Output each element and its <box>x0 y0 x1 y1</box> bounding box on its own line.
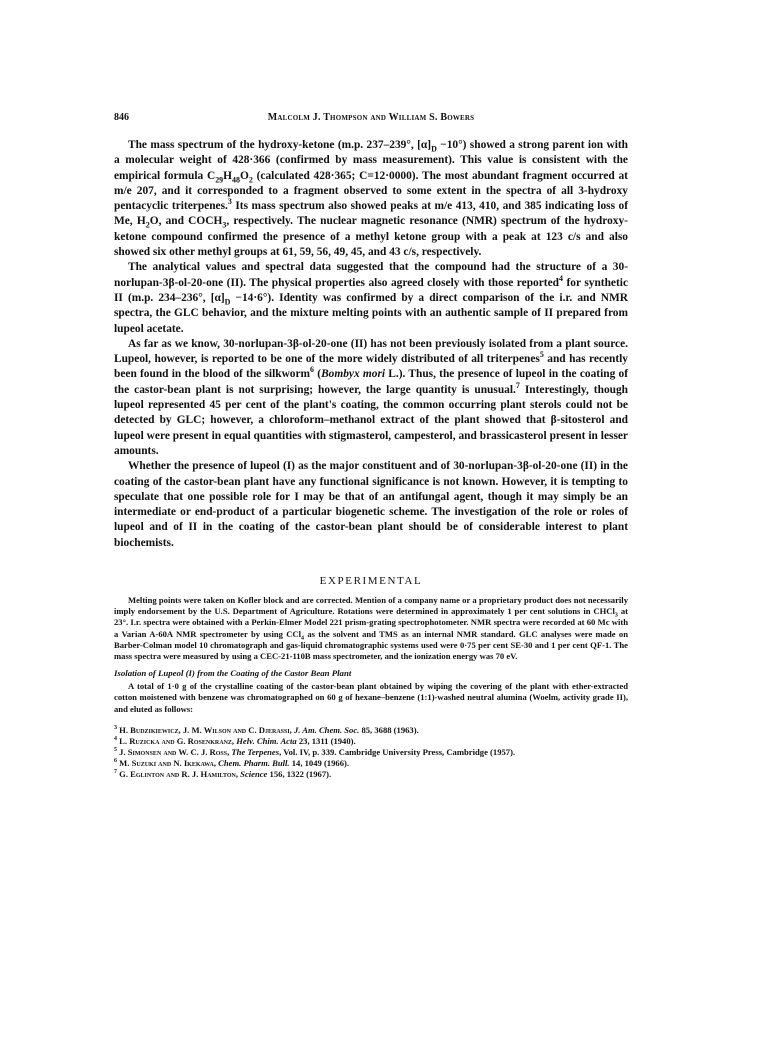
paragraph-isolation: A total of 1·0 g of the crystalline coating of the castor-bean plant obtained by wiping the covering of the plant with ether-extracted cotton moistened with benzene was chromatographed on 60 g of hexane–benzene (1:1)-washed neutral alumina (Woelm, activity grade II), and eluted as follows: <box>114 681 628 714</box>
experimental-methods <box>114 595 628 662</box>
section-heading-experimental: EXPERIMENTAL <box>319 575 423 588</box>
main-text <box>114 138 628 551</box>
subsection-heading-isolation: Isolation of Lupeol (I) from the Coating of the Castor Bean Plant <box>114 668 352 679</box>
reference-4: $^4$ L. Ruzicka and G. Rosenkranz, Helv. Chim. Acta 23, 1311 (1940). <box>114 735 356 746</box>
reference-7: $^7$ G. Eglinton and R. J. Hamilton, Science 156, 1322 (1967). <box>114 768 332 779</box>
footnote-references <box>114 725 628 780</box>
isolation-text <box>114 681 628 715</box>
running-head-authors: Malcolm J. Thompson and William S. Bowers <box>267 112 475 123</box>
paragraph-significance: Whether the presence of lupeol (I) as the major constituent and of 30-norlupan-3β-ol-20-one (II) in the coating of the castor-bean plant have any functional significance is not known. However, it is tempting to speculate that one possible role for I may be that of an antifungal agent, though it may simply be an intermediate or end-product of a particular biogenetic scheme. The investigation of the role or roles of lupeol and of II in the coating of the castor-bean plant should be of considerable interest to plant biochemists. <box>114 460 628 549</box>
reference-3: $^3$ H. Budzikiewicz, J. M. Wilson and C. Djerassi, J. Am. Chem. Soc. 85, 3688 (1963). <box>114 724 419 735</box>
running-header <box>114 112 628 130</box>
paragraph-mass-spectrum: The mass spectrum of the hydroxy-ketone (m.p. 237–239°, $[\alpha]_D -10^\circ$) showed a strong parent ion with a molecular weight of 428·366 (confirmed by mass measurement). This value is consistent with the empirical formula $C_{29}H_{48}O_2$ (calculated 428·365; C=12·0000). The most abundant fragment occurred at m/e 207, and it corresponded to a fragment observed to some extent in the spectra of all 3-hydroxy pentacyclic triterpenes.$^3$ Its mass spectrum also showed peaks at m/e 413, 410, and 385 indicating loss of Me, $H_2O$, and $COCH_3$, respectively. The nuclear magnetic resonance (NMR) spectrum of the hydroxy-ketone compound confirmed the presence of a methyl ketone group with a peak at 123 c/s and also showed six other methyl groups at 61, 59, 56, 49, 45, and 43 c/s, respectively. <box>114 139 628 259</box>
paragraph-plant-source: As far as we know, 30-norlupan-3β-ol-20-one (II) has not been previously isolated from a plant source. Lupeol, however, is reported to be one of the more widely distributed of all triterpenes$^5$ and has recently been found in the blood of the silkworm$^6$ (Bombyx mori L.). Thus, the presence of lupeol in the coating of the castor-bean plant is not surprising; however, the large quantity is unusual.$^7$ Interestingly, though lupeol represented 45 per cent of the plant's coating, the common occurring plant sterols could not be detected by GLC; however, a chloroform–methanol extract of the plant showed that β-sitosterol and lupeol were present in equal quantities with stigmasterol, campesterol, and brassicasterol present in lesser amounts. <box>114 337 629 457</box>
reference-6: $^6$ M. Suzuki and N. Ikekawa, Chem. Pharm. Bull. 14, 1049 (1966). <box>114 757 350 768</box>
paragraph-analytical-values: The analytical values and spectral data suggested that the compound had the structure of a 30-norlupan-3β-ol-20-one (II). The physical properties also agreed closely with those reported$^4$ for synthetic II (m.p. 234–236°, $[\alpha]_D -14\cdot 6^\circ$). Identity was confirmed by a direct comparison of the i.r. and NMR spectra, the GLC behavior, and the mixture melting points with an authentic sample of II prepared from lupeol acetate. <box>114 261 628 335</box>
page-number: 846 <box>114 112 129 123</box>
paragraph-methods: Melting points were taken on Kofler block and are corrected. Mention of a company name or a proprietary product does not necessarily imply endorsement by the U.S. Department of Agriculture. Rotations were determined in approximately 1 per cent solutions in CHCl$_3$ at 23°. I.r. spectra were obtained with a Perkin-Elmer Model 221 prism-grating spectrophotometer. NMR spectra were recorded at 60 Mc with a Varian A-60A NMR spectrometer by using CCl$_4$ as the solvent and TMS as an internal NMR standard. GLC analyses were made on Barber-Colman model 10 chromatograph and gas-liquid chromatographic systems used were 0·75 per cent SE-30 and 1 per cent QF-1. The mass spectra were measured by using a CEC-21-110B mass spectrometer, and the ionization energy was 70 eV. <box>114 595 628 662</box>
page <box>114 112 628 780</box>
reference-5: $^5$ J. Simonsen and W. C. J. Ross, The Terpenes, Vol. IV, p. 339. Cambridge University Press, Cambridge (1957). <box>114 746 516 757</box>
